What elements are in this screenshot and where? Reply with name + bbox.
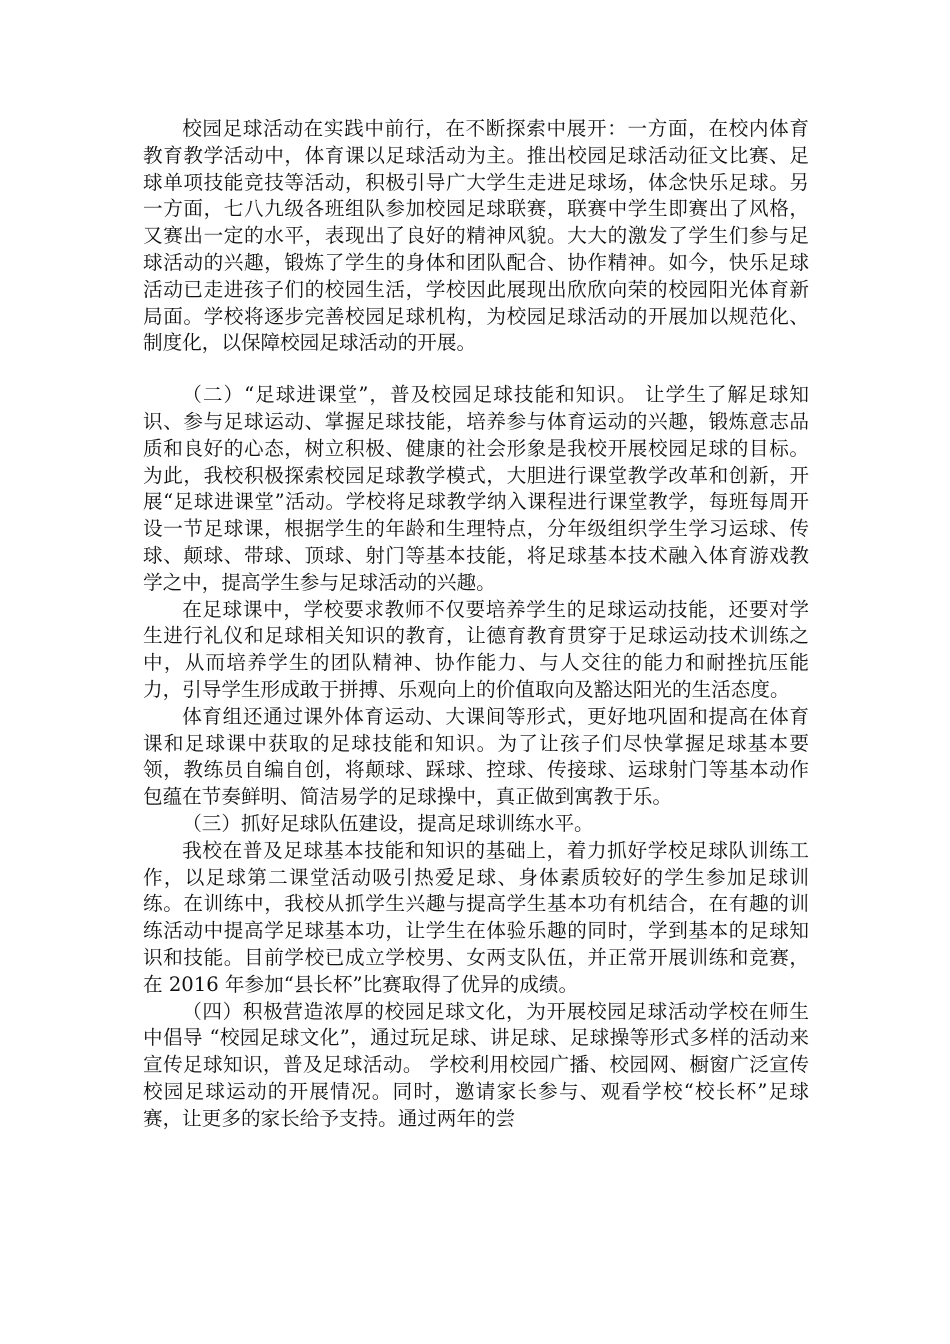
paragraph-football-class-education: 在足球课中，学校要求教师不仅要培养学生的足球运动技能，还要对学生进行礼仪和足球相关知识的教育，让德育教育贯穿于足球运动技术训练之中，从而培养学生的团队精神、协作能力、与人交往的能力和耐挫抗压能力，引导学生形成敢于拼搏、乐观向上的价值取向及豁达阳光的生活态度。: [143, 597, 809, 701]
paragraph-section-two-football-in-class: （二）“足球进课堂”，普及校园足球技能和知识。 让学生了解足球知识、参与足球运动、掌握足球技能，培养参与体育运动的兴趣，锻炼意志品质和良好的心态，树立积极、健康的社会形象是我校开展校园足球的目标。为此，我校积极探索校园足球教学模式，大胆进行课堂教学改革和创新，开展“足球进课堂”活动。学校将足球教学纳入课程进行课堂教学，每班每周开设一节足球课，根据学生的年龄和生理特点，分年级组织学生学习运球、传球、颠球、带球、顶球、射门等基本技能，将足球基本技术融入体育游戏教学之中，提高学生参与足球活动的兴趣。: [143, 383, 809, 594]
paragraph-campus-football-practice: 校园足球活动在实践中前行，在不断探索中展开：一方面，在校内体育教育教学活动中，体育课以足球活动为主。推出校园足球活动征文比赛、足球单项技能竞技等活动，积极引导广大学生走进足球场，体念快乐足球。另一方面，七八九级各班组队参加校园足球联赛，联赛中学生即赛出了风格，又赛出一定的水平，表现出了良好的精神风貌。大大的激发了学生们参与足球活动的兴趣，锻炼了学生的身体和团队配合、协作精神。如今，快乐足球活动已走进孩子们的校园生活，学校因此展现出欣欣向荣的校园阳光体育新局面。学校将逐步完善校园足球机构，为校园足球活动的开展加以规范化、制度化，以保障校园足球活动的开展。: [143, 117, 809, 355]
document-body: [143, 116, 809, 1132]
paragraph-team-training: 我校在普及足球基本技能和知识的基础上，着力抓好学校足球队训练工作，以足球第二课堂活动吸引热爱足球、身体素质较好的学生参加足球训练。在训练中，我校从抓学生兴趣与提高学生基本功有机结合，在有趣的训练活动中提高学足球基本功，让学生在体验乐趣的同时，学到基本的足球知识和技能。目前学校已成立学校男、女两支队伍，并正常开展训练和竞赛，在 2016 年参加“县长杯”比赛取得了优异的成绩。: [143, 838, 809, 996]
paragraph-section-three-heading: （三）抓好足球队伍建设，提高足球训练水平。: [182, 811, 594, 835]
paragraph-pe-group-activities: 体育组还通过课外体育运动、大课间等形式，更好地巩固和提高在体育课和足球课中获取的足球技能和知识。为了让孩子们尽快掌握足球基本要领，教练员自编自创，将颠球、踩球、控球、传接球、运球射门等基本动作包蕴在节奏鲜明、简洁易学的足球操中，真正做到寓教于乐。: [143, 704, 809, 809]
paragraph-section-four-football-culture: （四）积极营造浓厚的校园足球文化，为开展校园足球活动学校在师生中倡导 “校园足球文化”，通过玩足球、讲足球、足球操等形式多样的活动来宣传足球知识，普及足球活动。 学校利用校园广播、校园网、橱窗广泛宣传校园足球运动的开展情况。同时，邀请家长参与、观看学校“校长杯”足球赛，让更多的家长给予支持。通过两年的尝: [143, 999, 809, 1130]
